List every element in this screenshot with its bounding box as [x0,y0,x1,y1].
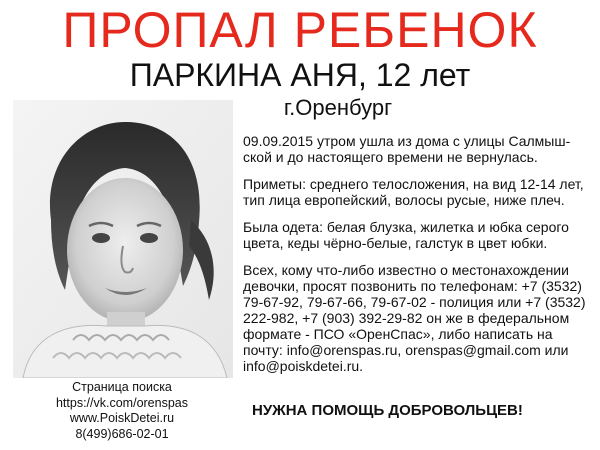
disappearance-info: 09.09.2015 утром ушла из дома с улицы Салмыш-ской и до настоящего времени не вернулась. [243,133,571,165]
distinguishing-features: Приметы: среднего телосложения, на вид 12-14 лет, тип лица европейский, волосы русые, ниже плеч. [243,176,584,208]
child-photo-image [13,100,233,378]
description-block [243,133,590,374]
clothing-description: Была одета: белая блузка, жилетка и юбка серого цвета, кеды чёрно-белые, галстук в цвет юбки. [243,219,569,251]
city-label: г.Оренбург [283,95,393,120]
contact-info: Всех, кому что-либо известно о местонахождении девочки, просят позвонить по телефонам: +7 (3532) 79-67-92, 79-67-66, 79-67-02 - полиция или +7 (3532) 222-982, +7 (903) 392-29-82 он же в федеральном формате - ПСО «ОренСпас», либо написать на почту: info@orenspas.ru, orenspas@gmail.com или info@poiskdetei.ru. [243,262,586,374]
child-photo [13,100,233,378]
child-name-age: ПАРКИНА АНЯ, 12 лет [129,57,471,93]
vk-link[interactable]: https://vk.com/orenspas [55,395,188,410]
search-info-block [10,380,234,442]
poster-title: ПРОПАЛ РЕБЕНОК [62,2,538,58]
search-page-label: Страница поиска [72,380,172,394]
volunteers-needed: НУЖНА ПОМОЩЬ ДОБРОВОЛЬЦЕВ! [252,402,523,419]
hotline-phone: 8(499)686-02-01 [75,426,169,441]
site-link[interactable]: www.PoiskDetei.ru [69,411,175,425]
